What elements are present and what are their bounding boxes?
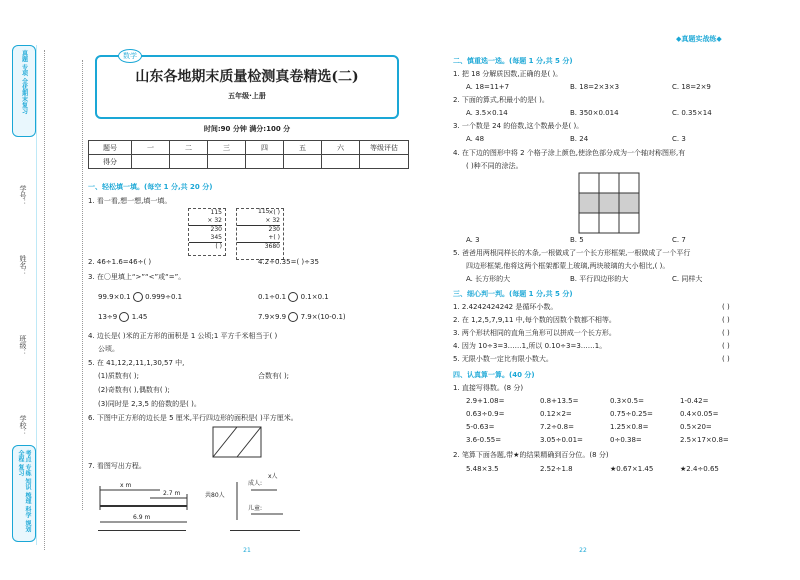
page-num-left: 21 [243, 547, 251, 554]
page-title: 山东各地期末质量检测真卷精选(二) [135, 69, 359, 85]
s1-q3-row2b [258, 312, 346, 322]
s2-q2-b[interactable]: B. 350×0.014 [570, 109, 619, 117]
oral-item: 0.63÷0.9= [466, 410, 505, 418]
s2-q3-b[interactable]: B. 24 [570, 135, 589, 143]
square-outline [213, 427, 261, 457]
judge-3: 3. 两个形状相同的直角三角形可以拼成一个长方形。 [453, 329, 616, 337]
s2-q1-a[interactable]: A. 18=11+7 [466, 83, 510, 91]
s2-q1-c[interactable]: C. 18=2×9 [672, 83, 711, 91]
calc-a-line: 230 [210, 226, 222, 233]
th-3: 三 [208, 141, 246, 155]
subject-tag: 数学 [118, 49, 142, 63]
parallelogram-figure [205, 425, 265, 461]
parallelogram-edge [213, 427, 237, 457]
s2-q1-b[interactable]: B. 18=2×3×3 [570, 83, 620, 91]
s1-q4: 4. 边长是( )米的正方形的面积是 1 公顷;1 平方千米相当于( ) [88, 332, 278, 340]
s2-q4-a[interactable]: A. 3 [466, 236, 480, 244]
s2-q5-c[interactable]: C. 同样大 [672, 275, 703, 283]
page-num-right: 22 [579, 547, 587, 554]
label-child: 儿童: [248, 505, 263, 512]
label-x-m: x m [120, 482, 132, 489]
compare-circle[interactable] [288, 292, 298, 302]
score-cell[interactable] [322, 155, 360, 169]
s1-q2a: 2. 46÷1.6=46÷( ) [88, 258, 152, 266]
s2-q3-c[interactable]: C. 3 [672, 135, 686, 143]
calc-b-line: 3680 [264, 243, 280, 250]
oral-item: 3.6-0.55= [466, 436, 502, 444]
judge-1: 1. 2.4242424242 是循环小数。 [453, 303, 558, 311]
s4-q1: 1. 直接写得数。(8 分) [453, 384, 524, 392]
written-item: ★2.4÷0.65 [680, 465, 719, 473]
oral-item: 0.5×20= [680, 423, 712, 431]
calc-b-line: × 32 [237, 217, 280, 226]
grid-shaded-row [579, 193, 639, 213]
calc-a-line: 345 [189, 234, 222, 243]
compare-circle[interactable] [288, 312, 298, 322]
written-item: 2.52÷1.8 [540, 465, 573, 473]
s1-q5-3: (3)同时是 2,3,5 的倍数的是( )。 [98, 400, 201, 408]
s1-q1: 1. 看一看,想一想,填一填。 [88, 197, 172, 205]
oral-item: 0.12×2= [540, 410, 572, 418]
judge-bracket[interactable]: ( ) [722, 329, 730, 337]
th-5: 五 [284, 141, 322, 155]
q3-expr: 7.9×9.9 [258, 313, 287, 321]
sidebar-bottom-box [12, 445, 36, 542]
label-total: 共80人 [205, 492, 225, 499]
th-4: 四 [246, 141, 284, 155]
s2-q4: 4. 在下边的图形中将 2 个格子涂上颜色,使涂色部分成为一个轴对称图形,有 [453, 149, 686, 157]
written-item: ★0.67×1.45 [610, 465, 654, 473]
section1-title: 一、轻松填一填。(每空 1 分,共 20 分) [88, 183, 213, 191]
label-27m: 2.7 m [163, 490, 181, 497]
label-class: 班级： [19, 335, 27, 356]
th-label: 题号 [89, 141, 132, 155]
s2-q4-b[interactable]: B. 5 [570, 236, 584, 244]
q3-expr: 13÷9 [98, 313, 118, 321]
written-item: 5.48×3.5 [466, 465, 499, 473]
s1-q3: 3. 在〇里填上“>”“<”或“=”。 [88, 273, 186, 281]
segment-figure [95, 478, 195, 534]
s2-q2: 2. 下面的算式,积最小的是( )。 [453, 96, 549, 104]
time-score: 时间:90 分钟 满分:100 分 [203, 125, 291, 133]
label-adult: 成人: [248, 480, 263, 487]
section4-title: 四、认真算一算。(40 分) [453, 371, 535, 379]
oral-item: 3.05÷0.01= [540, 436, 583, 444]
judge-2: 2. 在 1,2,5,7,9,11 中,每个数的因数个数都不相等。 [453, 316, 616, 324]
judge-bracket[interactable]: ( ) [722, 342, 730, 350]
oral-item: 7.2÷0.8= [540, 423, 574, 431]
q3-expr: 0.999÷0.1 [145, 293, 183, 301]
oral-item: 0÷0.38= [610, 436, 642, 444]
score-cell[interactable] [132, 155, 170, 169]
s2-q5-b[interactable]: B. 平行四边形的大 [570, 275, 629, 283]
answer-line[interactable] [230, 530, 300, 531]
q3-expr: 7.9×(10-0.1) [300, 313, 346, 321]
calc-b-115: 115 [258, 208, 270, 215]
calc-b-line: ×( ) [268, 209, 280, 216]
score-cell[interactable] [208, 155, 246, 169]
left-sidebar [10, 45, 37, 545]
th-grade: 等级评估 [360, 141, 409, 155]
calc-a-line: × 32 [189, 217, 222, 226]
label-x-people: x人 [268, 473, 278, 480]
score-cell[interactable] [170, 155, 208, 169]
section2-title: 二、慎重选一选。(每题 1 分,共 5 分) [453, 57, 573, 65]
score-cell[interactable] [284, 155, 322, 169]
s1-q3-row1b [258, 292, 329, 302]
s2-q1: 1. 把 18 分解质因数,正确的是( )。 [453, 70, 563, 78]
margin-line [82, 60, 83, 510]
s2-q3-a[interactable]: A. 48 [466, 135, 485, 143]
q3-expr: 0.1×0.1 [300, 293, 329, 301]
th-6: 六 [322, 141, 360, 155]
sidebar-bottom-text: 考点 专练 知识 梳理 科学 规划 全程 复习 [17, 450, 31, 533]
label-student-id: 学号： [19, 185, 27, 206]
judge-bracket[interactable]: ( ) [722, 303, 730, 311]
s2-q5b: 四边形框架,他将这两个框架都蒙上玻璃,两块玻璃的大小相比,( )。 [466, 262, 670, 270]
oral-item: 0.4×0.05= [680, 410, 719, 418]
s2-q2-a[interactable]: A. 3.5×0.14 [466, 109, 508, 117]
s2-q5: 5. 爸爸用两根同样长的木条,一根做成了一个长方形框架,一根做成了一个平行 [453, 249, 691, 257]
answer-line[interactable] [98, 530, 186, 531]
s4-q2: 2. 笔算下面各题,带★的结果精确到百分位。(8 分) [453, 451, 609, 459]
sidebar-top-box [12, 45, 36, 137]
parallelogram-edge [237, 427, 261, 457]
title-box [95, 55, 399, 119]
grid-figure [578, 172, 640, 234]
q3-expr: 1.45 [131, 313, 148, 321]
oral-item: 0.75÷0.25= [610, 410, 653, 418]
s2-q2-c[interactable]: C. 0.35×14 [672, 109, 712, 117]
oral-item: 5-0.63= [466, 423, 495, 431]
score-cell[interactable] [246, 155, 284, 169]
s1-q3-row1a [98, 292, 182, 302]
s1-q3-row2a [98, 312, 147, 322]
score-table [88, 140, 409, 169]
judge-bracket[interactable]: ( ) [722, 316, 730, 324]
label-69m: 6.9 m [133, 514, 151, 521]
s1-q4b: 公顷。 [98, 345, 119, 353]
oral-item: 0.8+13.5= [540, 397, 579, 405]
s2-q4b: ( )种不同的涂法。 [466, 162, 523, 170]
cut-line [44, 50, 45, 550]
section3-title: 三、细心判一判。(每题 1 分,共 5 分) [453, 290, 573, 298]
q3-expr: 99.9×0.1 [98, 293, 131, 301]
calc-a-line: 115 [210, 209, 222, 216]
th-1: 一 [132, 141, 170, 155]
oral-item: 2.9+1.08= [466, 397, 505, 405]
s1-q5-1: (1)质数有( ); [98, 372, 139, 380]
compare-circle[interactable] [119, 312, 129, 322]
th-2: 二 [170, 141, 208, 155]
s1-q7: 7. 看图写出方程。 [88, 462, 146, 470]
oral-item: 1.25×0.8= [610, 423, 649, 431]
s1-q2b: 4.2÷0.35=( )÷35 [258, 258, 319, 266]
s2-q4-c[interactable]: C. 7 [672, 236, 686, 244]
compare-circle[interactable] [133, 292, 143, 302]
calc-a-line: ( ) [215, 243, 222, 250]
calc-b-right-115 [258, 208, 269, 216]
right-badge: ◆真题实战练◆ [676, 35, 722, 43]
judge-4: 4. 因为 10÷3=3……1,所以 0.10÷3=3……1。 [453, 342, 607, 350]
judge-bracket[interactable]: ( ) [722, 355, 730, 363]
oral-item: 2.5×17×0.8= [680, 436, 729, 444]
judge-5: 5. 无限小数一定比有限小数大。 [453, 355, 553, 363]
sidebar-top-text: 真题 专项 全优期末复习 [20, 50, 28, 115]
s2-q3: 3. 一个数是 24 的倍数,这个数最小是( )。 [453, 122, 584, 130]
score-cell[interactable] [360, 155, 409, 169]
oral-item: 1-0.42= [680, 397, 709, 405]
label-school: 学校： [19, 415, 27, 436]
grade-label: 五年级·上册 [228, 92, 266, 100]
row-score-label: 得分 [89, 155, 132, 169]
label-name: 姓名： [19, 255, 27, 276]
calc-b-line: +( ) [237, 234, 280, 243]
calc-b-line: 230 [268, 226, 280, 233]
s1-q5-2: (2)奇数有( ),偶数有( ); [98, 386, 170, 394]
s1-q5-composite: 合数有( ); [258, 372, 290, 380]
q3-expr: 0.1÷0.1 [258, 293, 287, 301]
calc-a [188, 208, 226, 256]
s2-q5-a[interactable]: A. 长方形的大 [466, 275, 511, 283]
oral-item: 0.3×0.5= [610, 397, 644, 405]
s1-q6: 6. 下图中正方形的边长是 5 厘米,平行四边形的面积是( )平方厘米。 [88, 414, 298, 422]
s1-q5: 5. 在 41,12,2,11,1,30,57 中, [88, 359, 185, 367]
